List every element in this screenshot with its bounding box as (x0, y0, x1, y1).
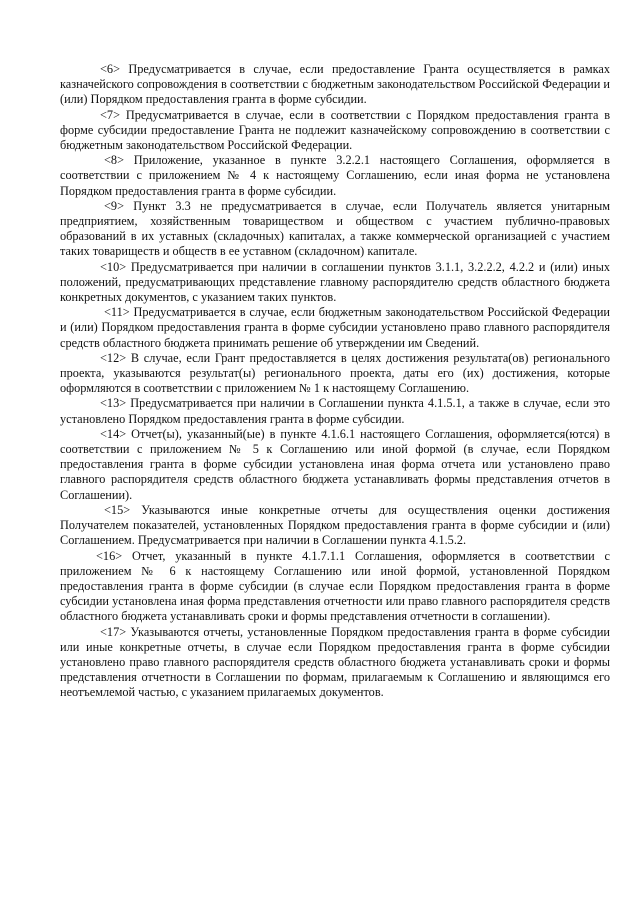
footnote-marker: <14> (100, 426, 127, 441)
footnote-6 (60, 62, 610, 108)
footnote-text: Приложение, указанное в пункте 3.2.2.1 настоящего Соглашения, оформляется в соответствии с приложением № 4 к настоящему Соглашению, если иная форма не установлена Порядком предоставления гранта в форме субсидии. (60, 153, 610, 198)
footnote-7 (60, 108, 610, 154)
footnote-marker: <13> (100, 396, 127, 411)
footnote-text: Отчет, указанный в пункте 4.1.7.1.1 Соглашения, оформляется в соответствии с приложением № 6 к настоящему Соглашению или иной формой, установленной Порядком предоставления гранта в форме субсидии (в случае если Порядком предоставления гранта в форме субсидии установлена иная форма представления отчетности или право главного распорядителя средств областного бюджета устанавливать сроки и формы представления отчетности в соглашении). (60, 548, 610, 624)
footnote-marker: <17> (100, 624, 127, 639)
footnote-text: Указываются иные конкретные отчеты для осуществления оценки достижения Получателем показателей, установленных Порядком предоставления гранта в форме субсидии и (или) Соглашением. Предусматривается при наличии в Соглашении пункта 4.1.5.2. (60, 502, 610, 548)
footnote-text: Предусматривается при наличии в Соглашении пункта 4.1.5.1, а также в случае, если это установлено Порядком предоставления гранта в форме субсидии. (60, 396, 611, 426)
footnote-marker: <9> (104, 198, 125, 213)
footnote-15 (60, 503, 610, 549)
footnote-text: Указываются отчеты, установленные Порядком предоставления гранта в форме субсидии или иные конкретные отчеты, в случае если Порядком предоставления гранта в форме субсидии установлено право главного распорядителя средств областного бюджета устанавливать сроки и формы представления отчетности в Соглашении по формам, прилагаемым к Соглашению и являющимся его неотъемлемой частью, с указанием прилагаемых документов. (60, 624, 610, 700)
footnote-16 (60, 549, 610, 625)
footnote-marker: <7> (100, 107, 121, 122)
footnote-marker: <12> (100, 350, 127, 365)
footnote-text: В случае, если Грант предоставляется в целях достижения результата(ов) регионального проекта, указываются результат(ы) регионального проекта, даты его (их) достижения, которые оформляются в соответствии с приложением № 1 к настоящему Соглашению. (60, 350, 611, 396)
footnote-12 (60, 351, 610, 397)
footnote-marker: <8> (104, 153, 125, 168)
document-page (60, 62, 610, 701)
footnote-text: Предусматривается при наличии в соглашении пунктов 3.1.1, 3.2.2.2, 4.2.2 и (или) иных положений, предусматривающих представление главному распорядителю средств областного бюджета конкретных документов, с указанием таких пунктов. (60, 259, 610, 305)
footnote-text: Предусматривается в случае, если бюджетным законодательством Российской Федерации и (или) Порядком предоставления гранта в форме субсидии установлено право главного распорядителя средств областного бюджета принимать решение об утверждении им Сведений. (60, 305, 610, 350)
footnote-10 (60, 260, 610, 306)
footnote-text: Пункт 3.3 не предусматривается в случае, если Получатель является унитарным предприятием, хозяйственным товариществом и обществом с участием публично-правовых образований в их уставных (складочных) капиталах, а также коммерческой организацией с участием таких товариществ и обществ в ее уставном (складочном) капитале. (60, 198, 610, 259)
footnote-marker: <10> (100, 259, 127, 274)
footnote-marker: <15> (104, 502, 131, 517)
footnote-text: Предусматривается в случае, если в соответствии с Порядком предоставления гранта в форме субсидии предоставление Гранта не подлежит казначейскому сопровождению в соответствии с бюджетным законодательством Российской Федерации. (60, 107, 611, 153)
footnote-marker: <6> (100, 62, 121, 76)
footnote-text: Предусматривается в случае, если предоставление Гранта осуществляется в рамках казначейского сопровождения в соответствии с бюджетным законодательством Российской Федерации и (или) Порядком предоставления гранта в форме субсидии. (60, 62, 610, 107)
footnote-13 (60, 396, 610, 426)
footnote-marker: <16> (96, 548, 123, 563)
footnote-11 (60, 305, 610, 351)
footnote-14 (60, 427, 610, 503)
footnote-9 (60, 199, 610, 260)
footnote-17 (60, 625, 610, 701)
footnote-8 (60, 153, 610, 199)
footnote-marker: <11> (104, 305, 130, 320)
footnote-text: Отчет(ы), указанный(ые) в пункте 4.1.6.1 настоящего Соглашения, оформляется(ются) в соответствии с приложением № 5 к Соглашению или иной формой (в случае, если Порядком предоставления гранта в форме субсидии установлена иная форма отчета или установлено право главного распорядителя средств областного бюджета устанавливать формы представления отчетов в Соглашении). (60, 426, 610, 502)
